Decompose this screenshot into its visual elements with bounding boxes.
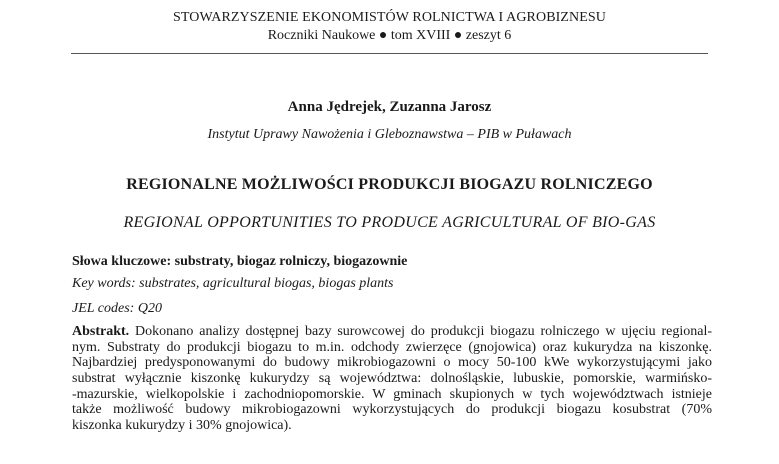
title-polish: REGIONALNE MOŻLIWOŚCI PRODUKCJI BIOGAZU ROLNICZEGO [126,176,653,193]
title-english: REGIONAL OPPORTUNITIES TO PRODUCE AGRICULTURAL OF BIO-GAS [123,214,656,231]
abstract [72,324,712,434]
journal-name: STOWARZYSZENIE EKONOMISTÓW ROLNICTWA I AGROBIZNESU [172,10,607,25]
abstract-line: Najbardziej predysponowanymi do budowy mikrobiogazowni o mocy 50-100 kWe wykorzystującymi jako [72,355,712,371]
affiliation: Instytut Uprawy Nawożenia i Gleboznawstwa – PIB w Puławach [207,127,572,142]
abstract-line: -mazurskie, wielkopolskie i zachodniopomorskie. W gminach skupionych w tych województwach istnieje [72,386,712,402]
header-rule [71,53,708,54]
keywords-english: Key words: substrates, agricultural biogas, biogas plants [72,276,394,291]
abstract-line: kiszonka kukurydzy i 30% gnojowica). [72,418,292,434]
authors: Anna Jędrejek, Zuzanna Jarosz [287,99,492,115]
abstract-line: substrat wyłącznie kiszonkę kukurydzy są województwa: dolnośląskie, lubuskie, pomorskie, warmińsko- [72,371,712,387]
abstract-line-text: Dokonano analizy dostępnej bazy surowcowej do produkcji biogazu rolniczego w ujęciu regional- [129,324,712,339]
abstract-line [72,324,712,340]
jel-codes: JEL codes: Q20 [72,301,162,316]
abstract-line: nym. Substraty do produkcji biogazu to m.in. odchody zwierzęce (gnojowica) oraz kukurydza na kiszonkę. [72,339,712,355]
abstract-line: także możliwość budowy mikrobiogazowni wykorzystujących do produkcji biogazu kosubstrat (70% [72,402,712,418]
keywords-polish: Słowa kluczowe: substraty, biogaz rolniczy, biogazownie [72,254,408,269]
journal-issue: Roczniki Naukowe ● tom XVIII ● zeszyt 6 [267,28,512,43]
abstract-lead: Abstrakt. [72,324,130,339]
